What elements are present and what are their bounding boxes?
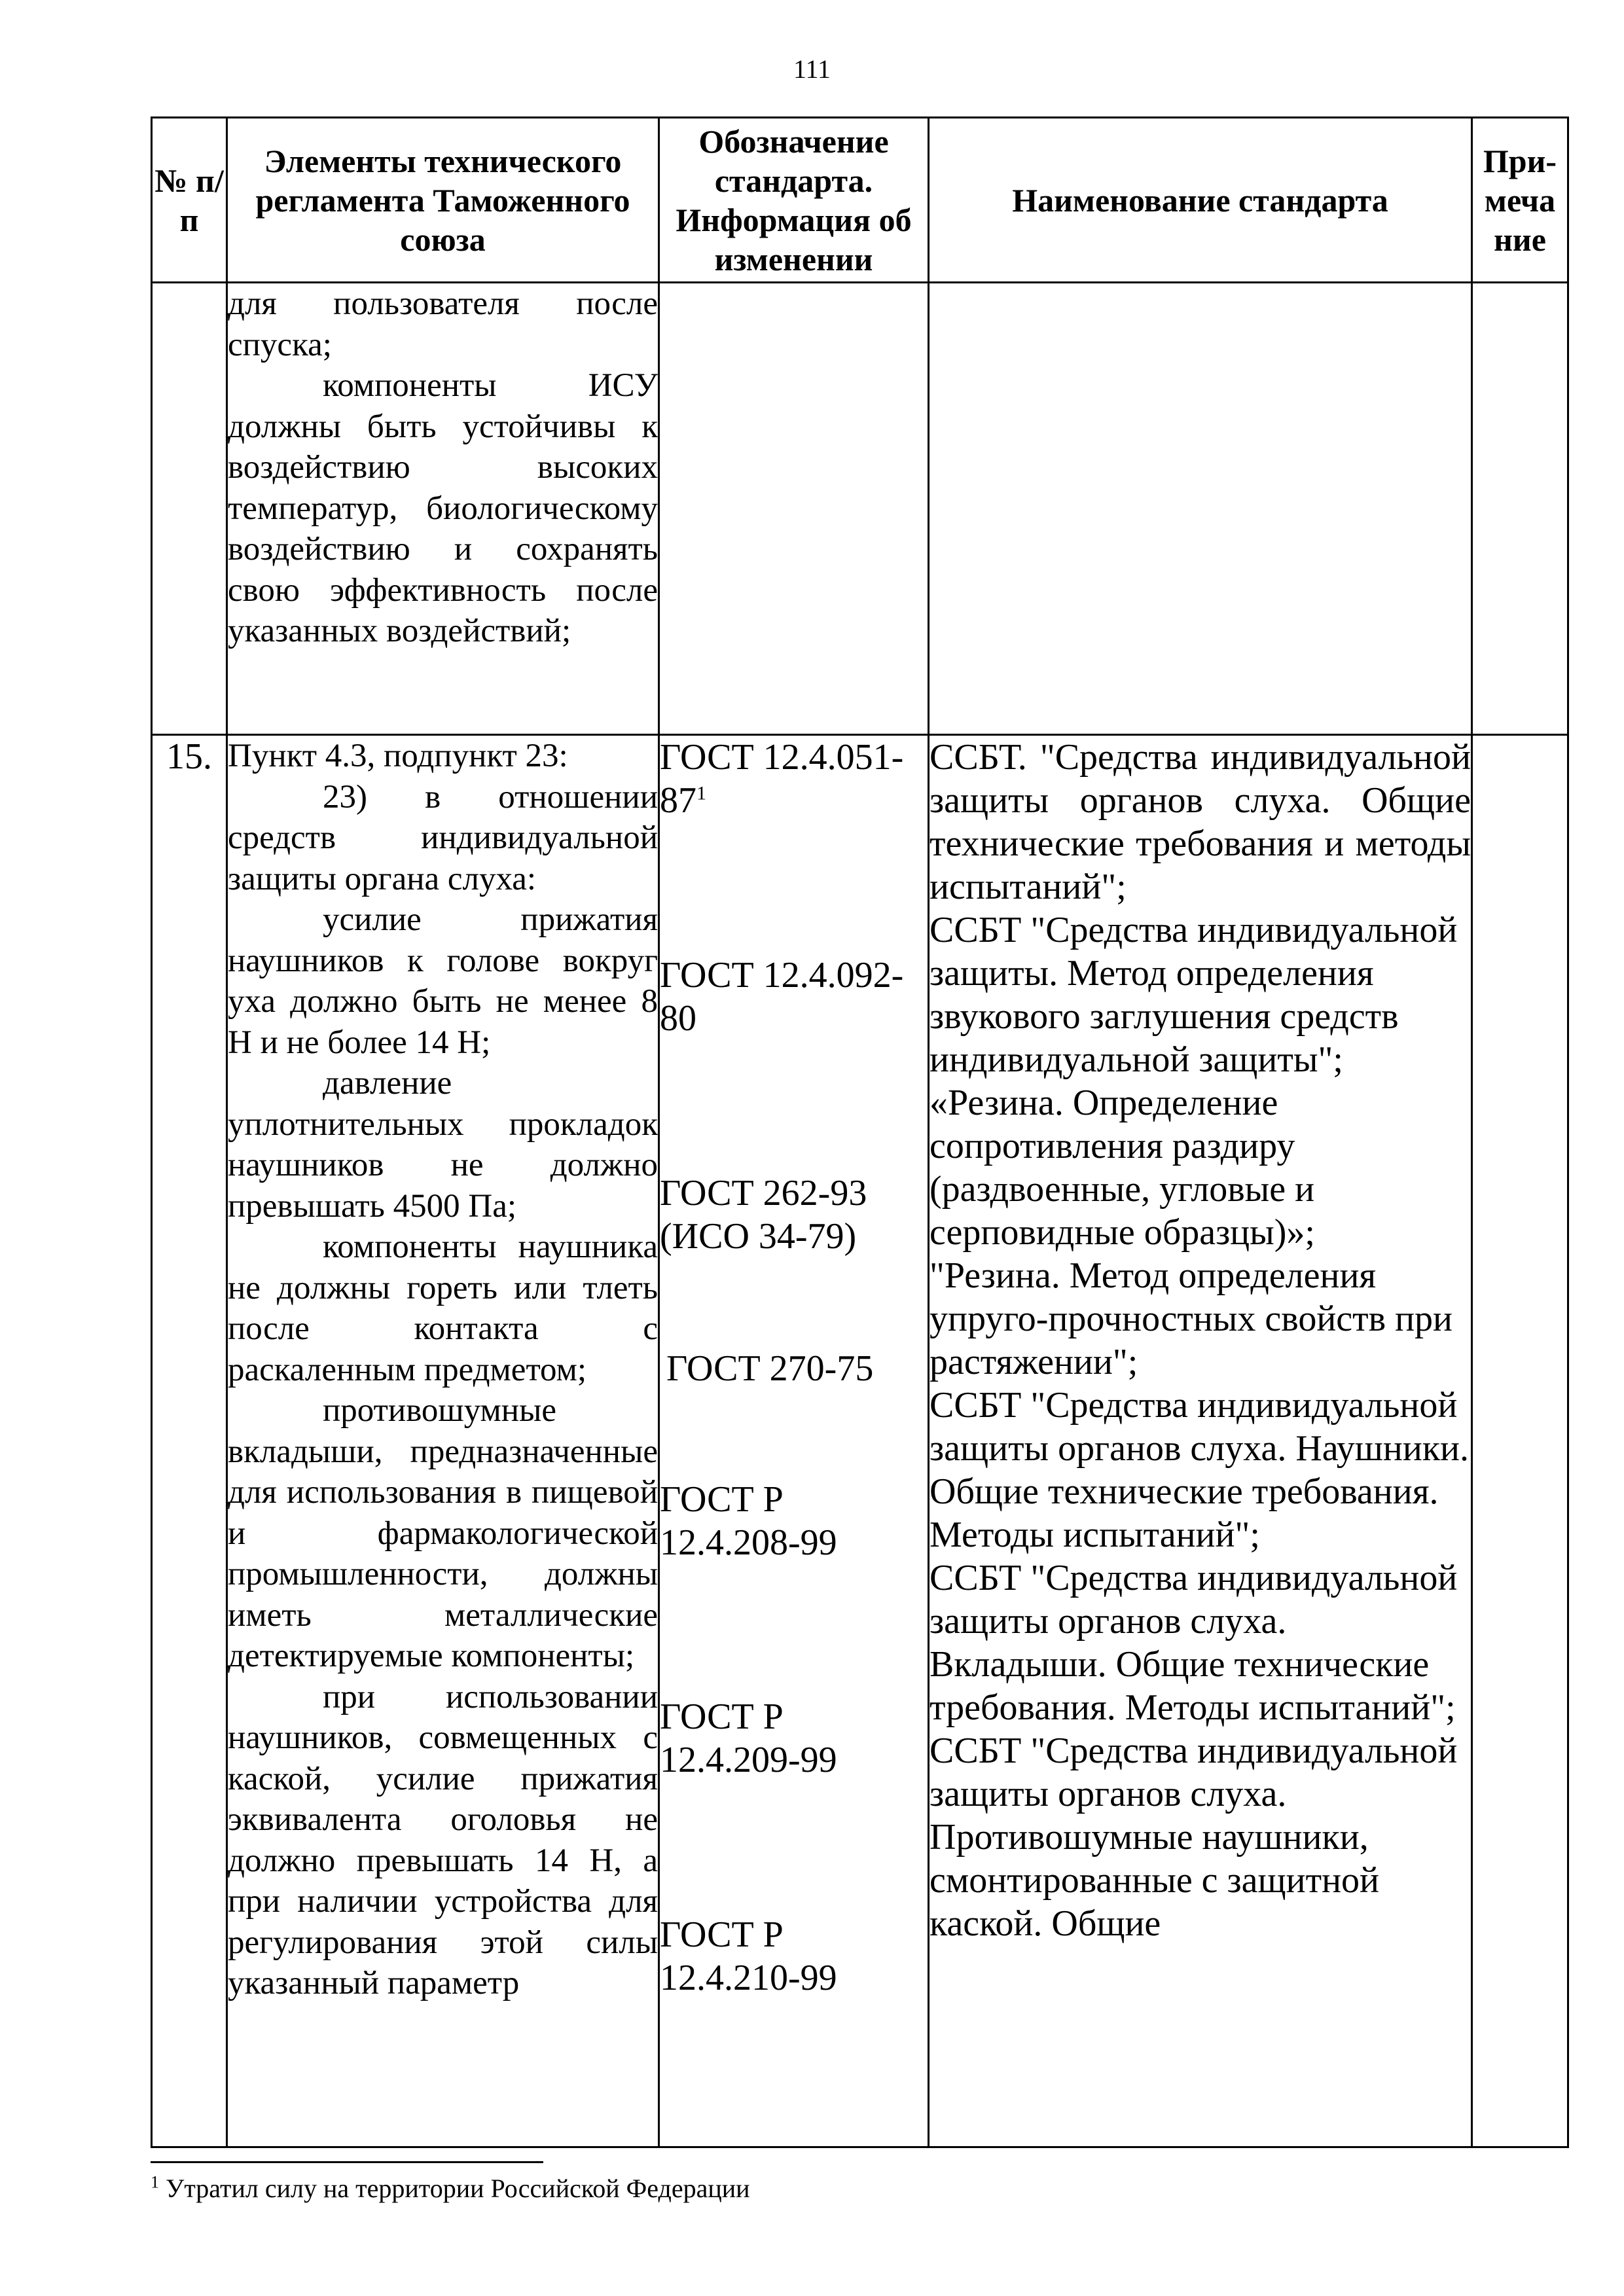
cell-notes-empty: [1472, 283, 1568, 735]
header-notes: При-меча ние: [1472, 118, 1568, 283]
paragraph-list: [228, 736, 658, 2004]
standard-code: ГОСТ 12.4.092-80: [660, 955, 904, 1039]
paragraph: компоненты ИСУ должны быть устойчивы к воздействию высоких температур, биологическому воздействию и сохранять свою эффективность после указанных воздействий;: [228, 367, 658, 649]
cell-number-empty: [152, 283, 227, 735]
standard-code: ГОСТ 270-75: [666, 1348, 874, 1389]
paragraph: для пользователя после спуска;: [228, 285, 658, 363]
paragraph: противошумные вкладыши, предназначенные для использования в пищевой и фармакологической промышленности, должны иметь металлические детектируемые компоненты;: [228, 1392, 658, 1674]
standard-code: ГОСТ Р 12.4.209-99: [660, 1696, 837, 1780]
standards-table: [151, 117, 1569, 2148]
cell-standard-names: [929, 735, 1472, 2147]
cell-name-empty: [929, 283, 1472, 735]
paragraph: давление уплотнительных прокладок наушников не должно превышать 4500 Па;: [228, 1065, 658, 1225]
footnote-mark: 1: [696, 782, 706, 804]
standard-name: ССБТ "Средства индивидуальной защиты органов слуха. Наушники. Общие технические требования. Методы испытаний";: [929, 1385, 1470, 1555]
footnote-text: Утратил силу на территории Российской Федерации: [166, 2174, 750, 2203]
page-number: 111: [793, 54, 831, 84]
paragraph: компоненты наушника не должны гореть или тлеть после контакта с раскаленным предметом;: [228, 1229, 658, 1388]
standard-name: ССБТ "Средства индивидуальной защиты органов слуха. Противошумные наушники, смонтированные с защитной каской. Общие: [929, 1731, 1458, 1944]
footnote-separator: [151, 2161, 543, 2163]
cell-notes: [1472, 735, 1568, 2147]
standard-name: ССБТ "Средства индивидуальной защиты. Метод определения звукового заглушения средств индивидуальной защиты";: [929, 910, 1458, 1080]
table-header-row: [152, 118, 1568, 283]
standard-code: ГОСТ Р 12.4.210-99: [660, 1914, 837, 1998]
table-row-15: [152, 735, 1568, 2147]
paragraph: 23) в отношении средств индивидуальной защиты органа слуха:: [228, 778, 658, 897]
standard-code: ГОСТ $12.4.051-87^1$: [660, 737, 904, 821]
paragraph-list: [228, 283, 658, 652]
paragraph: усилие прижатия наушников к голове вокруг уха должно быть не менее 8 Н и не более 14 Н;: [228, 901, 658, 1061]
footnote-mark: 1: [151, 2172, 159, 2192]
standard-name: ССБТ "Средства индивидуальной защиты органов слуха. Вкладыши. Общие технические требования. Методы испытаний";: [929, 1558, 1458, 1728]
standard-name: «Резина. Определение сопротивления раздиру (раздвоенные, угловые и серповидные образцы)»;: [929, 1083, 1315, 1253]
table-row-continuation: [152, 283, 1568, 735]
header-number: № п/п: [152, 118, 227, 283]
cell-standard-empty: [659, 283, 929, 735]
cell-standard-designations: [659, 735, 929, 2147]
cell-regulation-text: [227, 735, 659, 2147]
standard-code: ГОСТ Р 12.4.208-99: [660, 1479, 837, 1563]
standard-code: ГОСТ 262-93 (ИСО 34-79): [660, 1173, 867, 1257]
standard-name: ССБТ. "Средства индивидуальной защиты органов слуха. Общие технические требования и методы испытаний";: [929, 737, 1471, 907]
paragraph: Пункт 4.3, подпункт 23:: [228, 738, 568, 774]
row-number: 15.: [152, 735, 227, 2147]
cell-regulation-text: [227, 283, 659, 735]
footnote: [151, 2173, 750, 2204]
header-standard-designation: Обозначение стандарта. Информация об изменении: [659, 118, 929, 283]
standard-name: "Резина. Метод определения упруго-прочностных свойств при растяжении";: [929, 1255, 1453, 1382]
header-regulation-elements: Элементы технического регламента Таможенного союза: [227, 118, 659, 283]
paragraph: при использовании наушников, совмещенных с каской, усилие прижатия эквивалента оголовья не должно превышать 14 Н, а при наличии устройства для регулирования этой силы указанный параметр: [228, 1678, 658, 2001]
header-standard-name: Наименование стандарта: [929, 118, 1472, 283]
